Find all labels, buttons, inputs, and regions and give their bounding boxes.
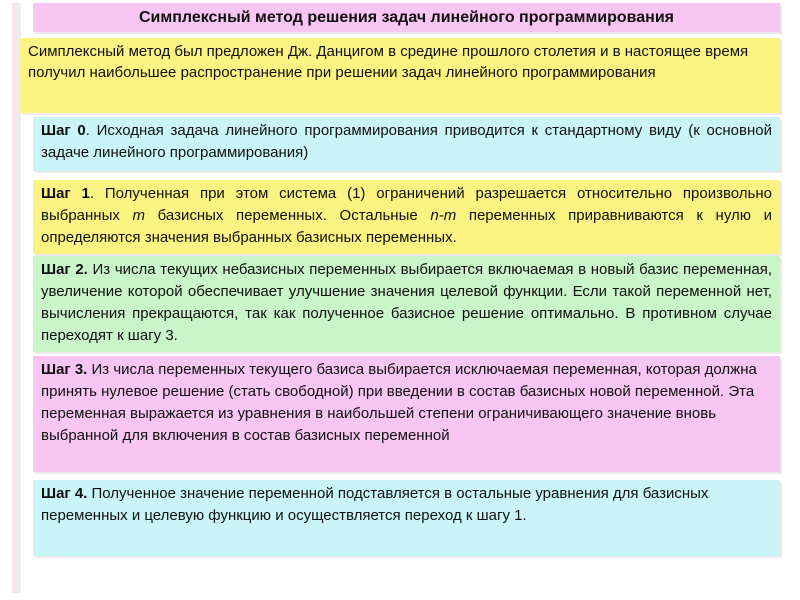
step-0-block	[33, 117, 780, 171]
step-1-text-b: базисных переменных. Остальные	[145, 207, 431, 224]
step-0-text: . Исходная задача линейного программирования приводится к стандартному виду (к основной задаче линейного программирования)	[41, 122, 772, 161]
step-3-label: Шаг 3.	[41, 361, 88, 378]
step-4-block	[33, 480, 780, 556]
step-4-label: Шаг 4.	[41, 485, 88, 502]
page-title: Симплексный метод решения задач линейного программирования	[33, 3, 780, 32]
step-3-block	[33, 356, 780, 472]
step-2-label: Шаг 2.	[41, 261, 88, 278]
intro-block: Симплексный метод был предложен Дж. Данцигом в средине прошлого столетия и в настоящее время получил наибольшее распространение при решении задач линейного программирования	[20, 38, 780, 113]
step-1-var-nm: n-m	[430, 207, 457, 224]
step-1-block	[33, 180, 780, 254]
step-1-text-a: . Полученная при этом система (1) ограничений разрешается относительно произвольно выбранных	[41, 185, 772, 224]
step-2-block	[33, 256, 780, 352]
step-3-text: Из числа переменных текущего базиса выбирается исключаемая переменная, которая должна принять нулевое решение (стать свободной) при введении в состав базисных новой переменной. Эта переменная выражается из уравнения в наибольшей степени ограничивающего значение вновь выбранной для включения в состав базисных переменной	[41, 361, 757, 444]
step-1-text-c: переменных приравниваются к нулю и определяются значения выбранных базисных переменных.	[41, 207, 773, 246]
step-4-text: Полученное значение переменной подставляется в остальные уравнения для базисных переменных и целевую функцию и осуществляется переход к шагу 1.	[41, 485, 709, 524]
step-1-label: Шаг 1	[41, 185, 90, 202]
step-0-label: Шаг 0	[41, 122, 86, 139]
step-1-var-m: m	[132, 207, 146, 224]
step-2-text: Из числа текущих небазисных переменных выбирается включаемая в новый базис переменная, увеличение которой обеспечивает улучшение значения целевой функции. Если такой переменной нет, вычисления прекращаются, так как полученное базисное решение оптимально. В противном случае переходят к шагу 3.	[41, 261, 773, 344]
